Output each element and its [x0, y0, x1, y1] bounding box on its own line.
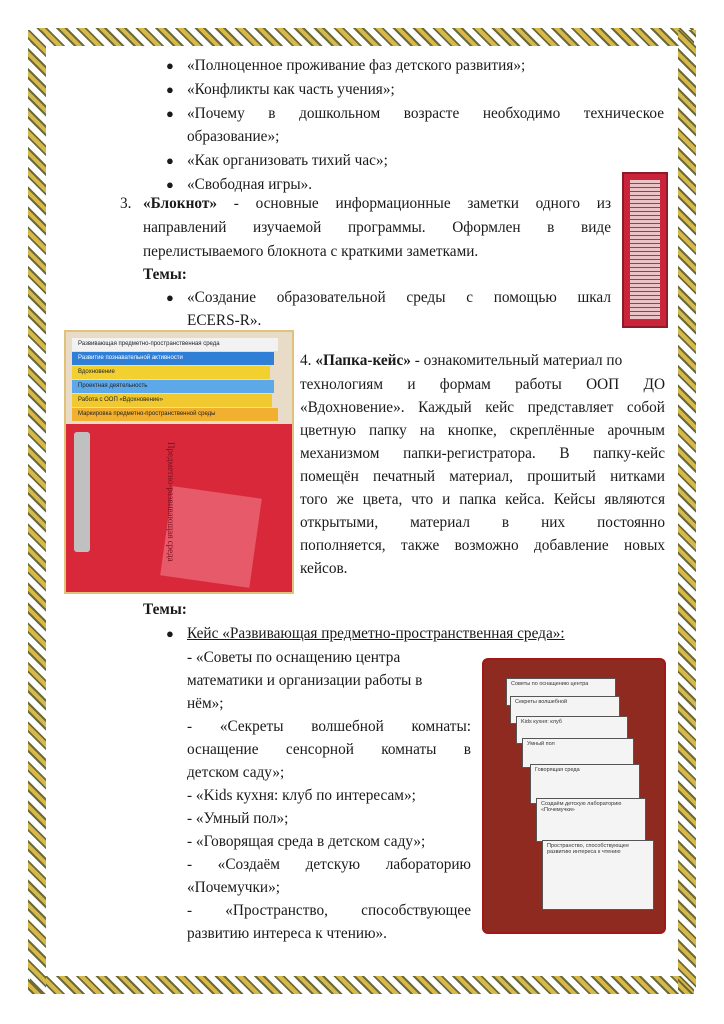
case-cards-photo: Советы по оснащению центра Секреты волшебной Kids кухня: клуб Умный пол Говорящая среда Создаём детскую лабораторию «Почемучки» Пространство, способствующее развитию интереса к чтению — [482, 658, 666, 934]
bullet-icon: ● — [166, 82, 174, 97]
list-item: «Полноценное проживание фаз детского развития»; — [187, 57, 526, 74]
bullet-icon: ● — [166, 626, 174, 641]
list-item: нём»; — [187, 695, 224, 712]
bullet-icon: ● — [166, 58, 174, 73]
section-paragraph-line: перелистываемого блокнота с краткими заметками. — [143, 243, 479, 260]
section-paragraph-line: открытыми, материал в них постоянно — [300, 514, 665, 531]
section-paragraph-line: технологиям и формам работы ООП ДО — [300, 376, 665, 393]
list-item: - «Советы по оснащению центра — [187, 649, 401, 666]
bullet-icon: ● — [166, 177, 174, 192]
list-item: «Почему в дошкольном возрасте необходимо техническое — [187, 105, 664, 122]
section-paragraph-line: направлений изучаемой программы. Оформлен в виде — [143, 219, 611, 236]
section-paragraph-line: цветную папку на кнопке, скреплённые арочным — [300, 422, 665, 439]
pencil-border-left — [28, 30, 46, 994]
themes-label: Темы: — [143, 266, 187, 283]
notebook-photo — [622, 172, 668, 328]
section-title: «Папка-кейс» — [315, 352, 411, 369]
section-paragraph-line: кейсов. — [300, 560, 348, 577]
pencil-border-top — [30, 28, 694, 46]
bullet-icon: ● — [166, 290, 174, 305]
list-item: «Почемучки»; — [187, 879, 280, 896]
section-paragraph-line: 4. «Папка-кейс» - ознакомительный материал по — [300, 352, 623, 369]
list-item: «Конфликты как часть учения»; — [187, 81, 395, 98]
folder-case-photo: Развивающая предметно-пространственная среда Развитие познавательной активности Вдохновение Проектная деятельность Работа с ООП «Вдохновение» Маркировка предметно-пространственной среды Предметно-развивающая среда — [64, 330, 294, 594]
section-paragraph-line: «Блокнот» - основные информационные заметки одного из — [143, 195, 611, 212]
section-paragraph-line: механизмом папки-регистратора. В папку-кейс — [300, 445, 665, 462]
bullet-icon: ● — [166, 106, 174, 121]
list-item: «Как организовать тихий час»; — [187, 152, 388, 169]
bullet-icon: ● — [166, 153, 174, 168]
list-item: - «Секреты волшебной комнаты: — [187, 718, 471, 735]
list-item: «Создание образовательной среды с помощью шкал — [187, 289, 611, 306]
list-item: - «Kids кухня: клуб по интересам»; — [187, 787, 416, 804]
list-item: развитию интереса к чтению». — [187, 925, 387, 942]
list-item: «Свободная игры». — [187, 176, 313, 193]
section-title: «Блокнот» — [143, 195, 218, 212]
section-number: 3. — [120, 195, 132, 212]
list-item: - «Создаём детскую лабораторию — [187, 856, 471, 873]
list-item: оснащение сенсорной комнаты в — [187, 741, 471, 758]
pencil-border-right — [678, 30, 696, 994]
list-item: - «Пространство, способствующее — [187, 902, 471, 919]
pencil-border-bottom — [30, 976, 694, 994]
case-title: Кейс «Развивающая предметно-пространственная среда»: — [187, 625, 565, 642]
section-paragraph-line: пополняется, также возможно добавление новых — [300, 537, 665, 554]
list-item-continuation: ECERS-R». — [187, 312, 262, 329]
list-item: - «Говорящая среда в детском саду»; — [187, 833, 426, 850]
list-item: детском саду»; — [187, 764, 285, 781]
section-paragraph-line: того же цвета, что и папка кейса. Кейсы являются — [300, 491, 665, 508]
section-paragraph-line: «Вдохновение». Каждый кейс представляет собой — [300, 399, 665, 416]
list-item: математики и организации работы в — [187, 672, 423, 689]
list-item-continuation: образование»; — [187, 128, 280, 145]
section-paragraph-line: помещён печатный материал, прошитый нитками — [300, 468, 665, 485]
themes-label: Темы: — [143, 601, 187, 618]
list-item: - «Умный пол»; — [187, 810, 289, 827]
